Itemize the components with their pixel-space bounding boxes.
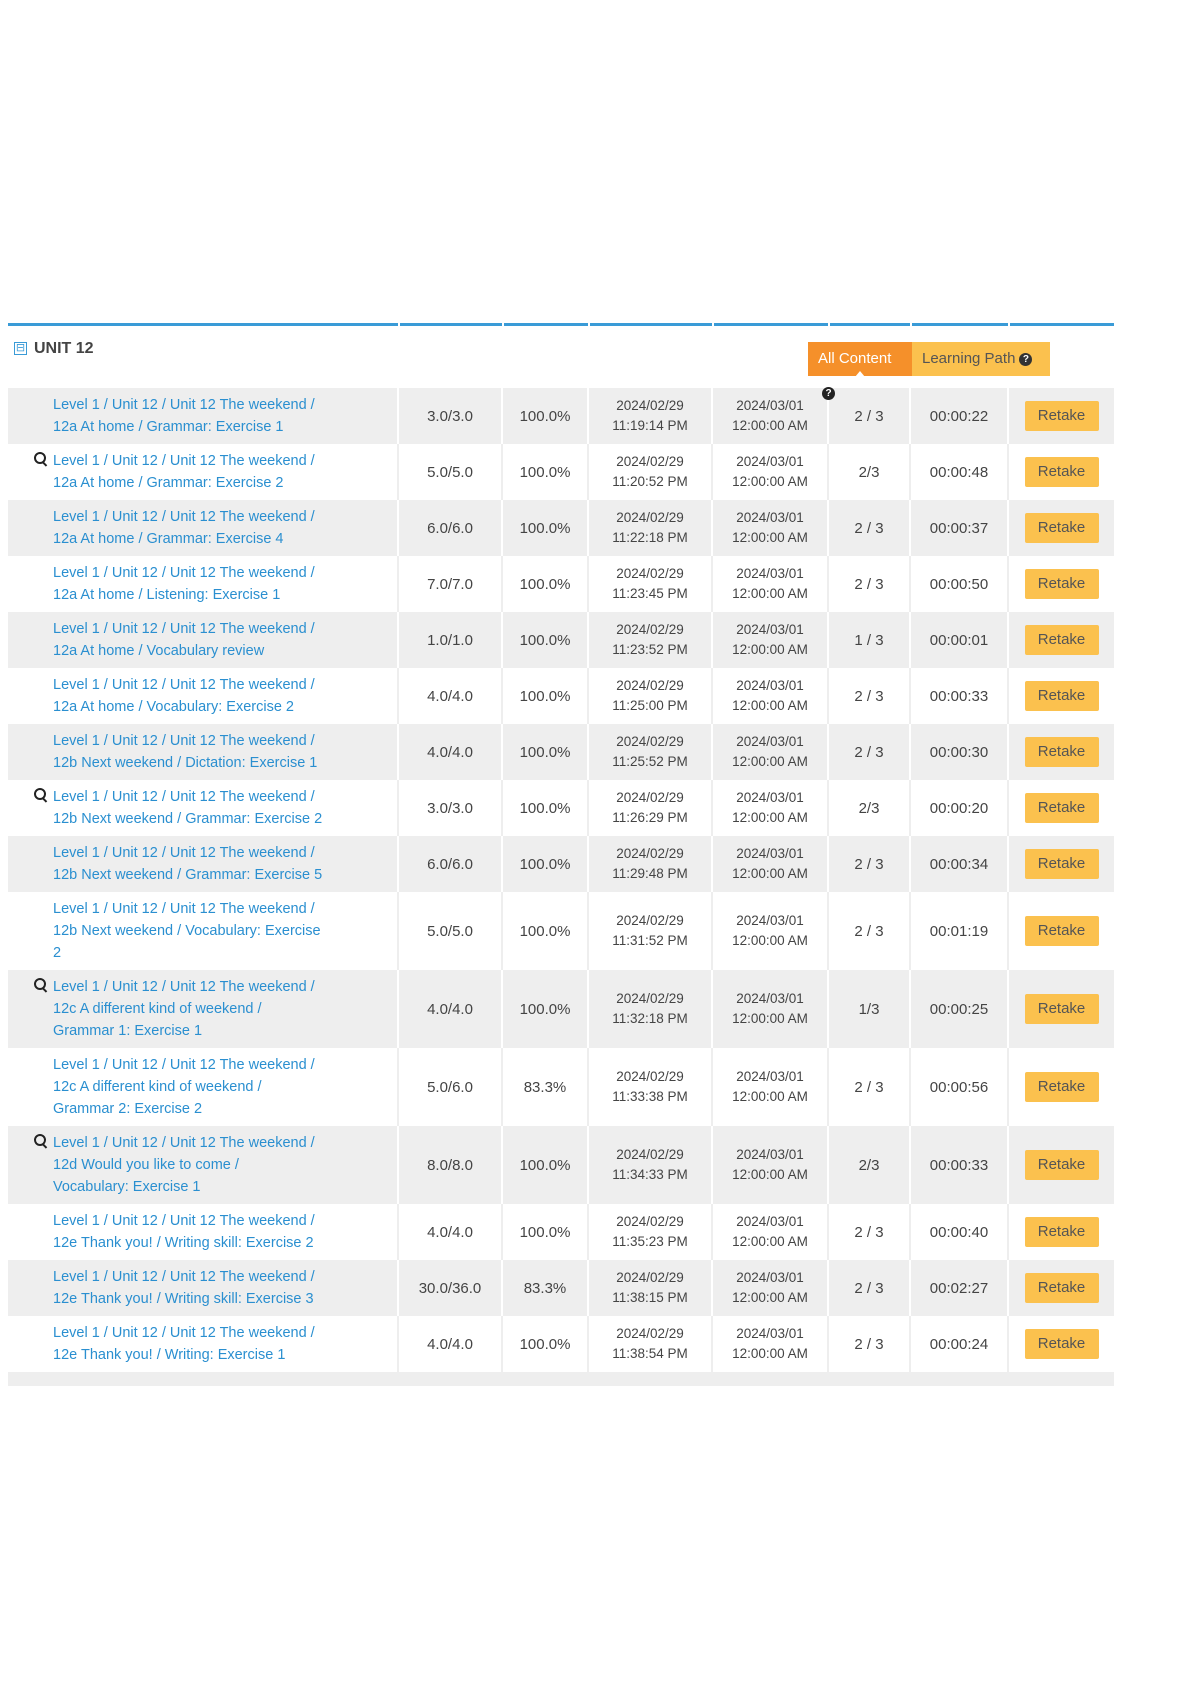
tab-learning-path[interactable] [912,342,1050,376]
score-cell: 30.0/36.0 [398,1260,502,1316]
content-path-link[interactable]: Level 1 / Unit 12 / Unit 12 The weekend / [53,845,315,861]
content-path-cell [8,1048,398,1126]
table-row [8,1316,1114,1372]
due-date-cell [712,1260,828,1316]
due-time: 12:00:00 AM [732,586,808,601]
due-date: 2024/03/01 [736,1214,804,1229]
attempts-cell: 1/3 [828,970,910,1048]
attempts-cell: 2 / 3 [828,500,910,556]
score-cell: 4.0/4.0 [398,724,502,780]
table-footer [8,1372,1114,1386]
retake-button[interactable]: Retake [1025,457,1099,487]
content-path-link[interactable]: 12d Would you like to come / [53,1157,239,1173]
table-row [8,500,1114,556]
table-row [8,970,1114,1048]
start-date: 2024/02/29 [616,913,684,928]
table-row [8,1048,1114,1126]
retake-button[interactable]: Retake [1025,793,1099,823]
content-path-link[interactable]: 12e Thank you! / Writing skill: Exercise 3 [53,1291,314,1307]
start-date-cell [588,388,712,444]
content-path-link[interactable]: Level 1 / Unit 12 / Unit 12 The weekend / [53,1213,315,1229]
attempts-cell: 2 / 3 [828,724,910,780]
percent-cell: 100.0% [502,444,588,500]
content-path-link[interactable]: 12c A different kind of weekend / [53,1079,262,1095]
attempts-cell: 2 / 3 [828,1260,910,1316]
start-date: 2024/02/29 [616,1069,684,1084]
action-cell [1008,836,1114,892]
results-table [8,388,1114,1372]
time-spent-cell: 00:00:40 [910,1204,1008,1260]
score-cell: 5.0/5.0 [398,892,502,970]
start-time: 11:25:52 PM [612,754,688,769]
due-time: 12:00:00 AM [732,474,808,489]
table-row [8,1126,1114,1204]
action-cell [1008,612,1114,668]
start-date: 2024/02/29 [616,622,684,637]
percent-cell: 100.0% [502,836,588,892]
start-time: 11:23:52 PM [612,642,688,657]
retake-button[interactable]: Retake [1025,1273,1099,1303]
due-date: 2024/03/01 [736,454,804,469]
start-date: 2024/02/29 [616,1214,684,1229]
start-date-cell [588,668,712,724]
start-time: 11:25:00 PM [612,698,688,713]
start-date-cell [588,892,712,970]
table-row [8,892,1114,970]
content-path-link[interactable]: Level 1 / Unit 12 / Unit 12 The weekend / [53,677,315,693]
content-path-link[interactable]: Level 1 / Unit 12 / Unit 12 The weekend / [53,565,315,581]
percent-cell: 100.0% [502,970,588,1048]
start-time: 11:33:38 PM [612,1089,688,1104]
retake-button[interactable]: Retake [1025,1072,1099,1102]
content-path-link[interactable]: 12a At home / Listening: Exercise 1 [53,587,281,603]
content-path-link[interactable]: 12a At home / Vocabulary review [53,643,265,659]
content-path-link[interactable]: 12e Thank you! / Writing skill: Exercise 2 [53,1235,314,1251]
percent-cell: 100.0% [502,556,588,612]
table-row [8,1204,1114,1260]
start-date: 2024/02/29 [616,454,684,469]
score-cell: 6.0/6.0 [398,500,502,556]
due-date: 2024/03/01 [736,790,804,805]
action-cell [1008,724,1114,780]
content-path-link[interactable]: Level 1 / Unit 12 / Unit 12 The weekend / [53,1135,315,1151]
due-date-cell [712,668,828,724]
score-cell: 4.0/4.0 [398,1204,502,1260]
start-time: 11:23:45 PM [612,586,688,601]
content-path-cell [8,1316,398,1372]
percent-cell: 100.0% [502,612,588,668]
retake-button[interactable]: Retake [1025,681,1099,711]
percent-cell: 100.0% [502,780,588,836]
due-date-cell [712,970,828,1048]
attempts-cell: 1 / 3 [828,612,910,668]
table-row [8,556,1114,612]
view-tabs [808,342,1050,399]
content-path-link[interactable]: 12e Thank you! / Writing: Exercise 1 [53,1347,286,1363]
action-cell [1008,1126,1114,1204]
time-spent-cell: 00:00:50 [910,556,1008,612]
tab-all-content-label: All Content [818,350,892,367]
due-date: 2024/03/01 [736,1270,804,1285]
action-cell [1008,556,1114,612]
content-path-cell [8,724,398,780]
start-time: 11:29:48 PM [612,866,688,881]
start-date-cell [588,780,712,836]
unit-header [8,326,1114,399]
start-date-cell [588,1048,712,1126]
time-spent-cell: 00:00:33 [910,668,1008,724]
time-spent-cell: 00:00:30 [910,724,1008,780]
start-date: 2024/02/29 [616,1270,684,1285]
content-path-link[interactable]: 2 [53,945,62,961]
start-time: 11:34:33 PM [612,1167,688,1182]
start-date-cell [588,1260,712,1316]
time-spent-cell: 00:00:20 [910,780,1008,836]
due-date-cell [712,556,828,612]
content-path-cell [8,388,398,444]
time-spent-cell: 00:00:22 [910,388,1008,444]
time-spent-cell: 00:00:33 [910,1126,1008,1204]
start-date-cell [588,444,712,500]
retake-button[interactable]: Retake [1025,916,1099,946]
start-date: 2024/02/29 [616,846,684,861]
percent-cell: 100.0% [502,500,588,556]
table-row [8,780,1114,836]
due-date-cell [712,500,828,556]
start-time: 11:31:52 PM [612,933,688,948]
percent-cell: 100.0% [502,1316,588,1372]
action-cell [1008,668,1114,724]
attempts-cell: 2 / 3 [828,1316,910,1372]
percent-cell: 100.0% [502,892,588,970]
action-cell [1008,500,1114,556]
score-cell: 7.0/7.0 [398,556,502,612]
score-cell: 4.0/4.0 [398,1316,502,1372]
due-date-cell [712,724,828,780]
content-path-link[interactable]: 12a At home / Grammar: Exercise 1 [53,419,284,435]
content-path-cell [8,970,398,1048]
percent-cell: 100.0% [502,668,588,724]
due-date: 2024/03/01 [736,1069,804,1084]
retake-button[interactable]: Retake [1025,401,1099,431]
content-path-cell [8,836,398,892]
start-date-cell [588,1204,712,1260]
due-date: 2024/03/01 [736,991,804,1006]
table-row [8,388,1114,444]
content-path-link[interactable]: 12a At home / Grammar: Exercise 2 [53,475,284,491]
time-spent-cell: 00:00:01 [910,612,1008,668]
start-date: 2024/02/29 [616,678,684,693]
retake-button[interactable]: Retake [1025,1217,1099,1247]
start-date-cell [588,500,712,556]
action-cell [1008,1204,1114,1260]
content-path-link[interactable]: 12b Next weekend / Grammar: Exercise 2 [53,811,323,827]
due-time: 12:00:00 AM [732,754,808,769]
action-cell [1008,892,1114,970]
start-time: 11:38:54 PM [612,1346,688,1361]
content-path-cell [8,1260,398,1316]
due-date-cell [712,780,828,836]
content-path-link[interactable]: 12b Next weekend / Vocabulary: Exercise [53,923,321,939]
due-date-cell [712,892,828,970]
due-time: 12:00:00 AM [732,933,808,948]
due-date: 2024/03/01 [736,678,804,693]
search-icon[interactable] [34,452,48,466]
content-path-link[interactable]: Level 1 / Unit 12 / Unit 12 The weekend / [53,1269,315,1285]
time-spent-cell: 00:02:27 [910,1260,1008,1316]
due-date-cell [712,836,828,892]
percent-cell: 83.3% [502,1260,588,1316]
content-path-cell [8,612,398,668]
content-path-link[interactable]: Vocabulary: Exercise 1 [53,1179,201,1195]
due-time: 12:00:00 AM [732,1011,808,1026]
unit-title: UNIT 12 [34,340,94,357]
start-date: 2024/02/29 [616,1147,684,1162]
score-cell: 6.0/6.0 [398,836,502,892]
due-time: 12:00:00 AM [732,418,808,433]
attempts-cell: 2 / 3 [828,388,910,444]
start-date: 2024/02/29 [616,398,684,413]
content-path-link[interactable]: Level 1 / Unit 12 / Unit 12 The weekend / [53,509,315,525]
due-date-cell [712,388,828,444]
search-icon[interactable] [34,788,48,802]
due-time: 12:00:00 AM [732,1290,808,1305]
retake-button[interactable]: Retake [1025,569,1099,599]
due-date: 2024/03/01 [736,734,804,749]
time-spent-cell: 00:00:37 [910,500,1008,556]
action-cell [1008,444,1114,500]
due-time: 12:00:00 AM [732,1089,808,1104]
help-icon[interactable]: ? [822,387,835,400]
content-path-cell [8,1204,398,1260]
retake-button[interactable]: Retake [1025,994,1099,1024]
percent-cell: 100.0% [502,388,588,444]
content-path-link[interactable]: Level 1 / Unit 12 / Unit 12 The weekend / [53,621,315,637]
collapse-toggle-icon[interactable]: ⊟ [15,341,26,354]
start-time: 11:32:18 PM [612,1011,688,1026]
content-path-link[interactable]: 12b Next weekend / Grammar: Exercise 5 [53,867,323,883]
due-date-cell [712,444,828,500]
due-time: 12:00:00 AM [732,642,808,657]
table-row [8,668,1114,724]
attempts-cell: 2 / 3 [828,836,910,892]
start-date-cell [588,1126,712,1204]
due-time: 12:00:00 AM [732,1234,808,1249]
time-spent-cell: 00:01:19 [910,892,1008,970]
due-date: 2024/03/01 [736,1147,804,1162]
content-path-link[interactable]: Grammar 2: Exercise 2 [53,1101,203,1117]
attempts-cell: 2 / 3 [828,1048,910,1126]
table-row [8,1260,1114,1316]
content-path-link[interactable]: Level 1 / Unit 12 / Unit 12 The weekend / [53,1325,315,1341]
retake-button[interactable]: Retake [1025,1150,1099,1180]
start-date: 2024/02/29 [616,510,684,525]
content-path-link[interactable]: Level 1 / Unit 12 / Unit 12 The weekend / [53,789,315,805]
score-cell: 4.0/4.0 [398,668,502,724]
due-date: 2024/03/01 [736,846,804,861]
time-spent-cell: 00:00:34 [910,836,1008,892]
due-date-cell [712,1204,828,1260]
search-icon[interactable] [34,1134,48,1148]
score-cell: 5.0/6.0 [398,1048,502,1126]
search-icon[interactable] [34,978,48,992]
content-path-cell [8,500,398,556]
tab-all-content[interactable] [808,342,912,399]
action-cell [1008,388,1114,444]
content-path-link[interactable]: 12a At home / Vocabulary: Exercise 2 [53,699,294,715]
attempts-cell: 2/3 [828,780,910,836]
content-path-cell [8,1126,398,1204]
retake-button[interactable]: Retake [1025,513,1099,543]
due-date: 2024/03/01 [736,398,804,413]
content-path-cell [8,444,398,500]
percent-cell: 83.3% [502,1048,588,1126]
start-date-cell [588,724,712,780]
retake-button[interactable]: Retake [1025,625,1099,655]
attempts-cell: 2 / 3 [828,556,910,612]
due-date-cell [712,1126,828,1204]
content-path-link[interactable]: Grammar 1: Exercise 1 [53,1023,203,1039]
action-cell [1008,970,1114,1048]
content-path-link[interactable]: 12c A different kind of weekend / [53,1001,262,1017]
content-path-link[interactable]: 12a At home / Grammar: Exercise 4 [53,531,284,547]
score-cell: 8.0/8.0 [398,1126,502,1204]
due-date: 2024/03/01 [736,1326,804,1341]
start-date: 2024/02/29 [616,566,684,581]
content-path-cell [8,556,398,612]
start-time: 11:38:15 PM [612,1290,688,1305]
table-row [8,444,1114,500]
content-path-cell [8,780,398,836]
table-row [8,836,1114,892]
content-path-cell [8,892,398,970]
content-path-link[interactable]: Level 1 / Unit 12 / Unit 12 The weekend / [53,1057,315,1073]
start-time: 11:19:14 PM [612,418,688,433]
action-cell [1008,780,1114,836]
due-time: 12:00:00 AM [732,698,808,713]
start-time: 11:26:29 PM [612,810,688,825]
score-cell: 4.0/4.0 [398,970,502,1048]
content-path-cell [8,668,398,724]
content-path-link[interactable]: Level 1 / Unit 12 / Unit 12 The weekend / [53,733,315,749]
unit-panel [8,323,1114,1386]
start-date: 2024/02/29 [616,1326,684,1341]
table-row [8,612,1114,668]
due-date: 2024/03/01 [736,566,804,581]
retake-button[interactable]: Retake [1025,849,1099,879]
due-date-cell [712,1048,828,1126]
percent-cell: 100.0% [502,724,588,780]
retake-button[interactable]: Retake [1025,1329,1099,1359]
time-spent-cell: 00:00:56 [910,1048,1008,1126]
content-path-link[interactable]: Level 1 / Unit 12 / Unit 12 The weekend / [53,979,315,995]
content-path-link[interactable]: Level 1 / Unit 12 / Unit 12 The weekend / [53,453,315,469]
score-cell: 3.0/3.0 [398,780,502,836]
start-date-cell [588,1316,712,1372]
due-date-cell [712,1316,828,1372]
start-date: 2024/02/29 [616,991,684,1006]
attempts-cell: 2/3 [828,444,910,500]
table-row [8,724,1114,780]
start-date: 2024/02/29 [616,790,684,805]
attempts-cell: 2 / 3 [828,1204,910,1260]
due-time: 12:00:00 AM [732,1167,808,1182]
score-cell: 5.0/5.0 [398,444,502,500]
due-time: 12:00:00 AM [732,530,808,545]
start-date-cell [588,612,712,668]
due-date: 2024/03/01 [736,510,804,525]
content-path-link[interactable]: Level 1 / Unit 12 / Unit 12 The weekend / [53,901,315,917]
retake-button[interactable]: Retake [1025,737,1099,767]
content-path-link[interactable]: 12b Next weekend / Dictation: Exercise 1 [53,755,318,771]
due-date: 2024/03/01 [736,622,804,637]
start-time: 11:20:52 PM [612,474,688,489]
attempts-cell: 2/3 [828,1126,910,1204]
due-time: 12:00:00 AM [732,810,808,825]
start-date-cell [588,970,712,1048]
help-icon[interactable]: ? [1019,353,1032,366]
tab-learning-path-label: Learning Path [922,350,1016,367]
score-cell: 1.0/1.0 [398,612,502,668]
action-cell [1008,1316,1114,1372]
percent-cell: 100.0% [502,1126,588,1204]
time-spent-cell: 00:00:25 [910,970,1008,1048]
due-date: 2024/03/01 [736,913,804,928]
score-cell: 3.0/3.0 [398,388,502,444]
content-path-link[interactable]: Level 1 / Unit 12 / Unit 12 The weekend / [53,397,315,413]
time-spent-cell: 00:00:24 [910,1316,1008,1372]
due-time: 12:00:00 AM [732,1346,808,1361]
attempts-cell: 2 / 3 [828,668,910,724]
time-spent-cell: 00:00:48 [910,444,1008,500]
due-date-cell [712,612,828,668]
action-cell [1008,1260,1114,1316]
start-time: 11:35:23 PM [612,1234,688,1249]
start-date-cell [588,556,712,612]
due-time: 12:00:00 AM [732,866,808,881]
percent-cell: 100.0% [502,1204,588,1260]
action-cell [1008,1048,1114,1126]
start-time: 11:22:18 PM [612,530,688,545]
start-date: 2024/02/29 [616,734,684,749]
start-date-cell [588,836,712,892]
attempts-cell: 2 / 3 [828,892,910,970]
